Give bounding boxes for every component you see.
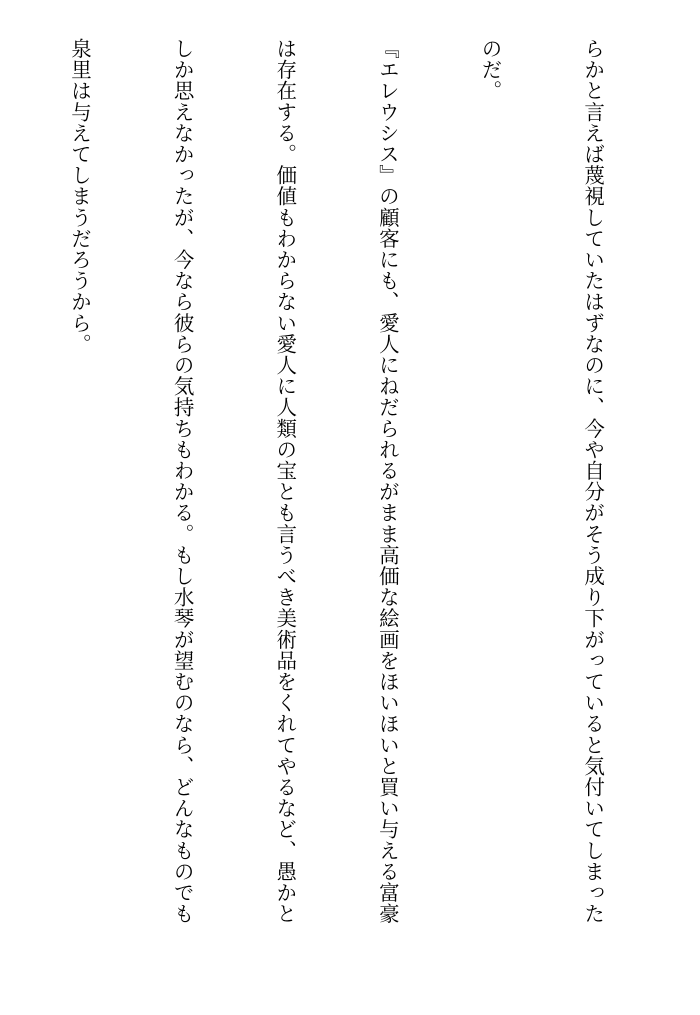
vertical-text-body	[0, 38, 678, 988]
text-line-4: は存在する。価値もわからない愛人に人類の宝とも言うべき美術品をくれてやるなど、愚かと	[272, 38, 297, 925]
text-line-5: しか思えなかったが、今なら彼らの気持ちもわかる。もし水琴が望むのなら、どんなものでも	[170, 38, 195, 925]
text-line-1: らかと言えば蔑視していたはずなのに、今や自分がそう成り下がっていると気付いてしまった	[580, 38, 605, 925]
text-line-3: 『エレウシス』の顧客にも、愛人にねだられるがまま高価な絵画をほいほいと買い与える富豪	[375, 38, 400, 925]
text-line-2: のだ。	[477, 38, 502, 102]
text-line-6: 泉里は与えてしまうだろうから。	[67, 38, 92, 355]
